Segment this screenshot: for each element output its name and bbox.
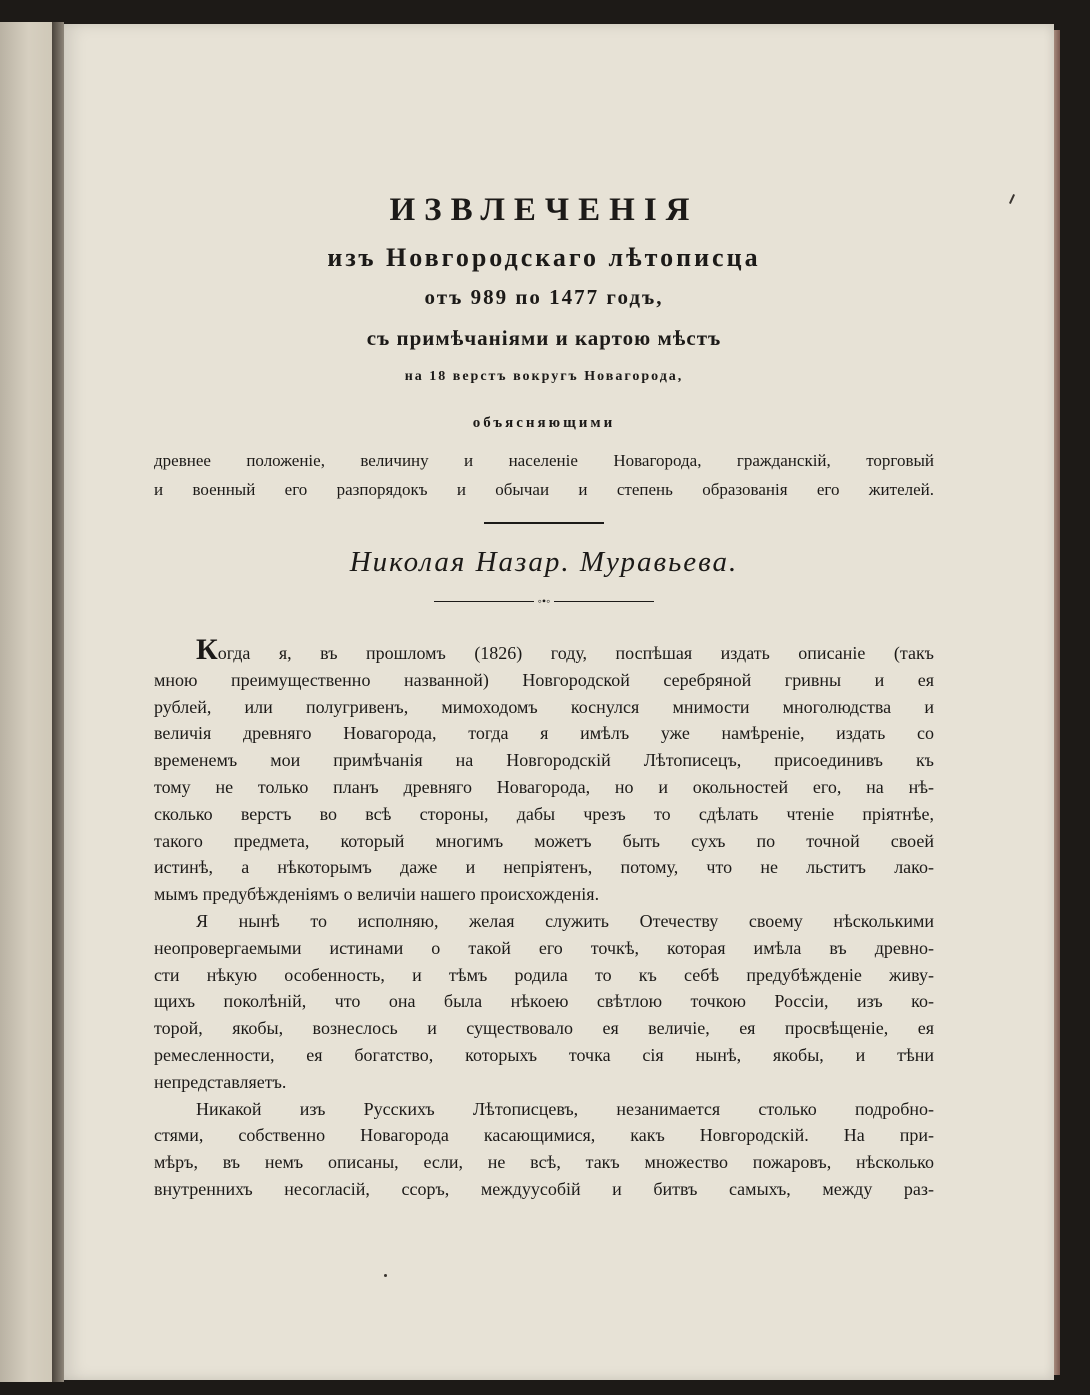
drop-cap: К xyxy=(196,633,218,666)
ornament-line-right xyxy=(554,601,654,602)
paragraph-1-line: истинѣ, а нѣкоторымъ даже и непріятенъ, потому, что не льститъ лако- xyxy=(154,857,934,878)
paragraph-1-line: сколько верстъ во всѣ стороны, дабы чрезъ то сдѣлать чтеніе пріятнѣе, xyxy=(154,803,934,824)
paragraph-2-line: щихъ поколѣній, что она была нѣкоею свѣтлою точкою Россіи, изъ ко- xyxy=(154,991,934,1012)
title-line-8: и военный его разпорядокъ и обычаи и степень образованія его жителей. xyxy=(154,480,934,499)
title-line-6: объясняющими xyxy=(472,415,616,431)
paragraph-1-line: такого предмета, который многимъ можетъ быть сухъ по точной своей xyxy=(154,830,934,851)
paragraph-3-line: мѣръ, въ немъ описаны, если, не всѣ, такъ множество пожаровъ, нѣсколько xyxy=(154,1152,934,1173)
ornament-center: ◦•◦ xyxy=(537,594,551,608)
paragraph-2-line: непредставляетъ. xyxy=(154,1071,287,1092)
paragraph-1-line: величія древняго Новагорода, тогда я имѣлъ уже намѣреніе, издать со xyxy=(154,723,934,744)
title-line-4: съ примѣчаніями и картою мѣстъ xyxy=(366,326,722,350)
title-line-3: отъ 989 по 1477 годъ, xyxy=(424,285,664,309)
paragraph-2-line: неопровергаемыми истинами о такой его точкѣ, которая имѣла въ древно- xyxy=(154,937,934,958)
book-gutter xyxy=(52,22,64,1382)
title-line-5: на 18 верстъ вокругъ Новагорода, xyxy=(404,369,684,384)
paragraph-1-line: мною преимущественно названной) Новгородской серебряной гривны и ея xyxy=(154,669,934,690)
left-page-edge xyxy=(0,22,54,1382)
paragraph-1-line: рублей, или полугривенъ, мимоходомъ коснулся мнимости многолюдства и xyxy=(154,696,934,717)
author-name: Николая Назар. Муравьева. xyxy=(349,546,739,578)
paragraph-1-line: тому не только планъ древняго Новагорода, но и окольностей его, на нѣ- xyxy=(154,776,934,797)
title-line-7: древнее положеніе, величину и населеніе Новагорода, гражданскій, торговый xyxy=(154,451,934,470)
ornament-divider xyxy=(154,595,934,607)
speck xyxy=(384,1274,387,1277)
paragraph-2-line: ремесленности, ея богатство, которыхъ точка сія нынѣ, якобы, и тѣни xyxy=(154,1044,934,1065)
body-text xyxy=(154,633,934,1203)
paragraph-1-line: Когда я, въ прошломъ (1826) году, поспѣшая издать описаніе (такъ xyxy=(196,633,934,666)
pencil-mark xyxy=(1009,194,1015,204)
ornament-line-left xyxy=(434,601,534,602)
paragraph-3-line: внутреннихъ несогласій, ссоръ, междуусобій и битвъ самыхъ, между раз- xyxy=(154,1178,934,1199)
paragraph-3-line: Никакой изъ Русскихъ Лѣтописцевъ, незанимается столько подробно- xyxy=(196,1098,934,1119)
paragraph-1-line: мымъ предубѣжденіямъ о величіи нашего происхожденія. xyxy=(154,884,600,905)
paragraph-1-line: временемъ мои примѣчанія на Новгородскій Лѣтописецъ, присоединивъ къ xyxy=(154,750,934,771)
paragraph-2-line: сти нѣкую особенность, и тѣмъ родила то къ себѣ предубѣжденіе живу- xyxy=(154,964,934,985)
title-line-2: изъ Новгородскаго лѣтописца xyxy=(327,243,761,272)
page-edge-right xyxy=(1054,30,1060,1375)
paragraph-3-line: стями, собственно Новагорода касающимися, какъ Новгородскій. На при- xyxy=(154,1125,934,1146)
paragraph-2-line: Я нынѣ то исполняю, желая служить Отечеству своему нѣсколькими xyxy=(196,910,934,931)
title-main: ИЗВЛЕЧЕНІЯ xyxy=(389,192,699,228)
paragraph-2-line: торой, якобы, вознеслось и существовало ея величіе, ея просвѣщеніе, ея xyxy=(154,1018,934,1039)
title-rule xyxy=(484,522,604,524)
book-page xyxy=(64,24,1054,1380)
page-content xyxy=(154,144,934,1203)
